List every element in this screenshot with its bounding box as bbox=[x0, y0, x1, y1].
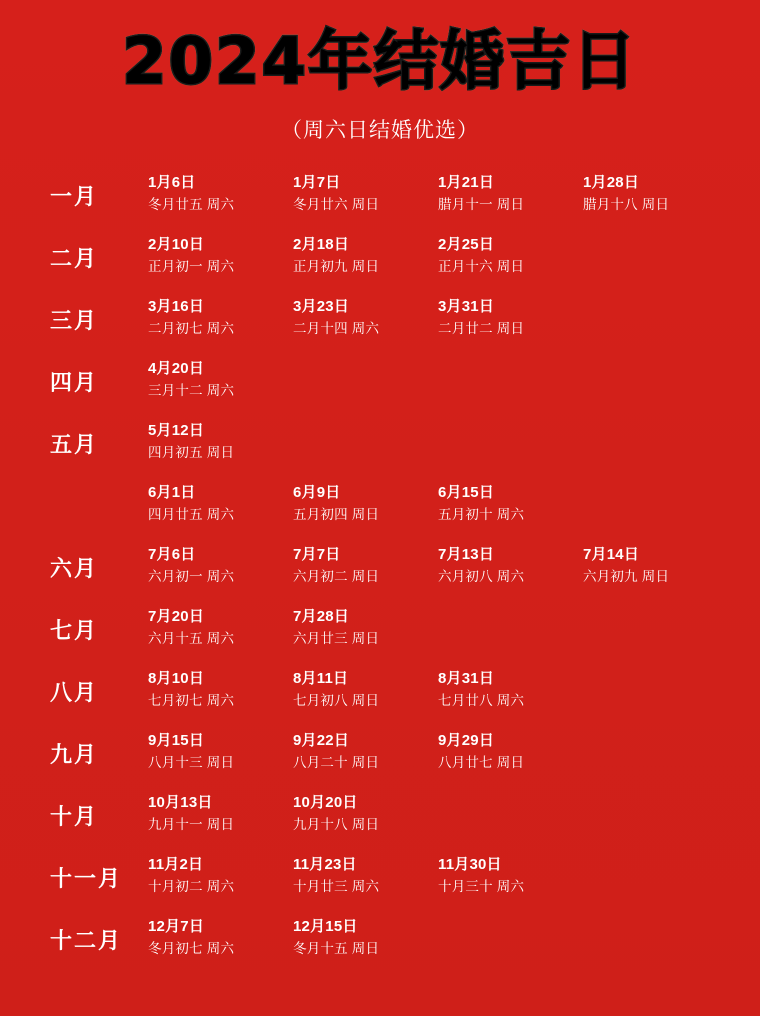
date-list bbox=[148, 228, 728, 278]
date-entry bbox=[148, 476, 293, 526]
date-entry bbox=[438, 290, 583, 340]
date-entry bbox=[438, 538, 583, 588]
date-entry bbox=[148, 538, 293, 588]
lunar-date-weekday: 二月初七 周六 bbox=[148, 321, 235, 337]
date-entry bbox=[148, 414, 293, 464]
month-row bbox=[40, 414, 726, 472]
month-label: 八月 bbox=[50, 679, 99, 705]
date-entry bbox=[583, 166, 728, 216]
solar-date: 1月7日 bbox=[293, 173, 341, 191]
solar-date: 11月23日 bbox=[293, 855, 357, 873]
solar-date: 1月28日 bbox=[583, 173, 640, 191]
date-entry bbox=[148, 290, 293, 340]
lunar-date-weekday: 腊月十八 周日 bbox=[583, 197, 670, 213]
solar-date: 4月20日 bbox=[148, 359, 205, 377]
solar-date: 7月6日 bbox=[148, 545, 196, 563]
lunar-date-weekday: 三月十二 周六 bbox=[148, 383, 235, 399]
solar-date: 7月20日 bbox=[148, 607, 205, 625]
solar-date: 7月28日 bbox=[293, 607, 350, 625]
solar-date: 12月15日 bbox=[293, 917, 358, 935]
lunar-date-weekday: 八月廿七 周日 bbox=[438, 755, 525, 771]
date-entry bbox=[293, 538, 438, 588]
date-list bbox=[148, 476, 728, 526]
solar-date: 5月12日 bbox=[148, 421, 205, 439]
month-label: 一月 bbox=[50, 183, 99, 209]
date-entry bbox=[438, 662, 583, 712]
solar-date: 9月22日 bbox=[293, 731, 350, 749]
date-list bbox=[148, 166, 728, 216]
date-entry bbox=[438, 476, 583, 526]
lunar-date-weekday: 正月初九 周日 bbox=[293, 259, 380, 275]
lunar-date-weekday: 冬月十五 周日 bbox=[293, 941, 380, 957]
lunar-date-weekday: 六月初一 周六 bbox=[148, 569, 235, 585]
date-entry bbox=[148, 600, 293, 650]
month-label: 四月 bbox=[50, 369, 99, 395]
solar-date: 6月1日 bbox=[148, 483, 196, 501]
solar-date: 9月29日 bbox=[438, 731, 495, 749]
lunar-date-weekday: 六月十五 周六 bbox=[148, 631, 235, 647]
solar-date: 11月2日 bbox=[148, 855, 204, 873]
date-list bbox=[148, 414, 728, 464]
lunar-date-weekday: 冬月初七 周六 bbox=[148, 941, 235, 957]
solar-date: 8月11日 bbox=[293, 669, 349, 687]
month-row bbox=[40, 166, 726, 224]
lunar-date-weekday: 四月廿五 周六 bbox=[148, 507, 235, 523]
lunar-date-weekday: 八月十三 周日 bbox=[148, 755, 235, 771]
solar-date: 6月15日 bbox=[438, 483, 495, 501]
month-row bbox=[40, 476, 726, 534]
lunar-date-weekday: 二月十四 周六 bbox=[293, 321, 380, 337]
solar-date: 7月7日 bbox=[293, 545, 341, 563]
lunar-date-weekday: 正月十六 周日 bbox=[438, 259, 525, 275]
lunar-date-weekday: 十月三十 周六 bbox=[438, 879, 525, 895]
month-label: 五月 bbox=[50, 431, 99, 457]
month-row bbox=[40, 724, 726, 782]
solar-date: 1月6日 bbox=[148, 173, 196, 191]
solar-date: 2月25日 bbox=[438, 235, 495, 253]
month-label: 二月 bbox=[50, 245, 99, 271]
date-entry bbox=[438, 228, 583, 278]
month-label: 六月 bbox=[50, 555, 99, 581]
month-row bbox=[40, 352, 726, 410]
date-entry bbox=[293, 228, 438, 278]
lunar-date-weekday: 七月初七 周六 bbox=[148, 693, 235, 709]
month-row bbox=[40, 910, 726, 968]
lucky-dates-table bbox=[0, 166, 760, 968]
month-row bbox=[40, 600, 726, 658]
date-entry bbox=[148, 352, 293, 402]
lunar-date-weekday: 九月十八 周日 bbox=[293, 817, 380, 833]
month-row bbox=[40, 662, 726, 720]
month-label: 三月 bbox=[50, 307, 99, 333]
date-entry bbox=[148, 662, 293, 712]
month-row bbox=[40, 786, 726, 844]
solar-date: 11月30日 bbox=[438, 855, 502, 873]
month-label: 十一月 bbox=[50, 865, 123, 891]
solar-date: 2月10日 bbox=[148, 235, 205, 253]
month-label: 十二月 bbox=[50, 927, 123, 953]
date-entry bbox=[293, 910, 438, 960]
date-list bbox=[148, 848, 728, 898]
lunar-date-weekday: 四月初五 周日 bbox=[148, 445, 235, 461]
date-entry bbox=[293, 786, 438, 836]
title-area bbox=[0, 0, 760, 100]
date-entry bbox=[438, 848, 583, 898]
lunar-date-weekday: 八月二十 周日 bbox=[293, 755, 380, 771]
date-entry bbox=[293, 600, 438, 650]
month-label: 十月 bbox=[50, 803, 99, 829]
lunar-date-weekday: 九月十一 周日 bbox=[148, 817, 235, 833]
date-list bbox=[148, 910, 728, 960]
date-entry bbox=[438, 724, 583, 774]
lunar-date-weekday: 七月初八 周日 bbox=[293, 693, 380, 709]
date-list bbox=[148, 662, 728, 712]
solar-date: 3月31日 bbox=[438, 297, 495, 315]
date-list bbox=[148, 600, 728, 650]
lunar-date-weekday: 六月初八 周六 bbox=[438, 569, 525, 585]
lunar-date-weekday: 五月初十 周六 bbox=[438, 507, 525, 523]
page-title: 2024年结婚吉日 bbox=[121, 25, 639, 99]
lunar-date-weekday: 十月廿三 周六 bbox=[293, 879, 380, 895]
date-entry bbox=[293, 724, 438, 774]
lunar-date-weekday: 腊月十一 周日 bbox=[438, 197, 525, 213]
lunar-date-weekday: 七月廿八 周六 bbox=[438, 693, 525, 709]
date-entry bbox=[293, 476, 438, 526]
month-row bbox=[40, 228, 726, 286]
date-entry bbox=[148, 848, 293, 898]
month-row bbox=[40, 538, 726, 596]
month-label: 七月 bbox=[50, 617, 99, 643]
solar-date: 1月21日 bbox=[438, 173, 495, 191]
date-list bbox=[148, 352, 728, 402]
solar-date: 12月7日 bbox=[148, 917, 205, 935]
lunar-date-weekday: 五月初四 周日 bbox=[293, 507, 380, 523]
solar-date: 3月23日 bbox=[293, 297, 350, 315]
lunar-date-weekday: 冬月廿六 周日 bbox=[293, 197, 380, 213]
date-entry bbox=[148, 910, 293, 960]
date-list bbox=[148, 538, 728, 588]
date-list bbox=[148, 724, 728, 774]
solar-date: 8月10日 bbox=[148, 669, 205, 687]
solar-date: 6月9日 bbox=[293, 483, 341, 501]
lunar-date-weekday: 二月廿二 周日 bbox=[438, 321, 525, 337]
date-entry bbox=[293, 848, 438, 898]
month-label bbox=[40, 476, 148, 490]
lunar-date-weekday: 六月初二 周日 bbox=[293, 569, 380, 585]
date-entry bbox=[293, 290, 438, 340]
date-entry bbox=[583, 538, 728, 588]
lunar-date-weekday: 冬月廿五 周六 bbox=[148, 197, 235, 213]
solar-date: 10月13日 bbox=[148, 793, 213, 811]
lunar-date-weekday: 六月初九 周日 bbox=[583, 569, 670, 585]
solar-date: 7月13日 bbox=[438, 545, 495, 563]
date-entry bbox=[438, 166, 583, 216]
date-entry bbox=[293, 166, 438, 216]
page-subtitle: （周六日结婚优选） bbox=[281, 118, 479, 142]
solar-date: 9月15日 bbox=[148, 731, 205, 749]
date-list bbox=[148, 786, 728, 836]
month-row bbox=[40, 848, 726, 906]
month-label: 九月 bbox=[50, 741, 99, 767]
solar-date: 3月16日 bbox=[148, 297, 205, 315]
lunar-date-weekday: 十月初二 周六 bbox=[148, 879, 235, 895]
solar-date: 2月18日 bbox=[293, 235, 350, 253]
date-list bbox=[148, 290, 728, 340]
date-entry bbox=[293, 662, 438, 712]
solar-date: 8月31日 bbox=[438, 669, 495, 687]
lunar-date-weekday: 六月廿三 周日 bbox=[293, 631, 380, 647]
solar-date: 7月14日 bbox=[583, 545, 640, 563]
solar-date: 10月20日 bbox=[293, 793, 358, 811]
date-entry bbox=[148, 228, 293, 278]
month-row bbox=[40, 290, 726, 348]
lunar-date-weekday: 正月初一 周六 bbox=[148, 259, 235, 275]
date-entry bbox=[148, 166, 293, 216]
date-entry bbox=[148, 786, 293, 836]
date-entry bbox=[148, 724, 293, 774]
